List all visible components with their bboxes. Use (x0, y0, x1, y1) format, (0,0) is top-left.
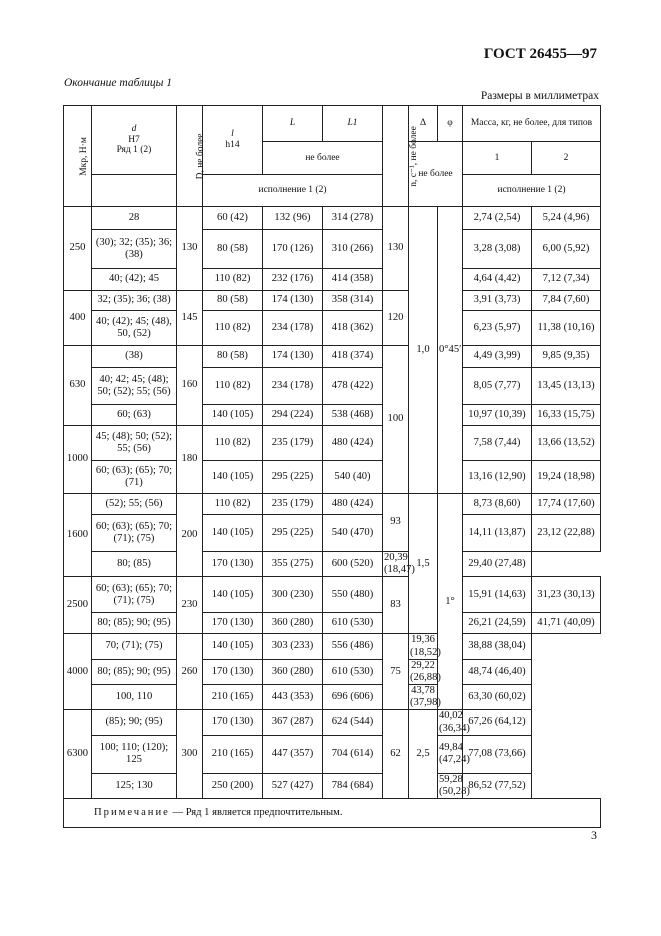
cell-L1: 610 (530) (323, 613, 383, 634)
cell-l: 170 (130) (203, 710, 263, 735)
cell-L1: 358 (314) (323, 291, 383, 311)
group-delta: 1,5 (409, 494, 438, 634)
cell-L1: 480 (424) (323, 494, 383, 515)
cell-mass-1: 8,73 (8,60) (463, 494, 532, 515)
cell-mass-2: 31,23 (30,13) (532, 577, 601, 613)
cell-mass-2: 5,24 (4,96) (532, 207, 601, 230)
cell-d: (30); 32; (35); 36; (38) (92, 230, 177, 269)
group-n: 120 (383, 291, 409, 346)
cell-d: 32; (35); 36; (38) (92, 291, 177, 311)
cell-l: 80 (58) (203, 230, 263, 269)
cell-mass-2: 9,85 (9,35) (532, 346, 601, 368)
cell-mass-1: 59,28 (50,28) (439, 773, 470, 797)
cell-mass-2: 48,74 (46,40) (463, 659, 532, 684)
group-phi: 1° (438, 494, 463, 710)
cell-d: 80; (85); 90; (95) (92, 659, 177, 684)
group-mkp: 1000 (64, 426, 92, 494)
cell-L1: 418 (362) (323, 311, 383, 346)
header-L1: L1 (323, 106, 383, 142)
cell-l: 140 (105) (203, 577, 263, 613)
cell-l: 110 (82) (203, 494, 263, 515)
cell-l: 140 (105) (203, 515, 263, 552)
cell-l: 110 (82) (203, 368, 263, 405)
page-number: 3 (591, 828, 597, 842)
cell-d: 60; (63) (92, 405, 177, 426)
group-D: 200 (177, 494, 203, 577)
cell-mass-1: 29,22 (26,88) (410, 659, 441, 683)
cell-mass-2: 77,08 (73,66) (463, 735, 532, 773)
cell-L1: 610 (530) (323, 659, 383, 684)
group-mkp: 630 (64, 346, 92, 426)
cell-mass-2: 6,00 (5,92) (532, 230, 601, 269)
dimensions-table (63, 105, 601, 828)
cell-mass-2: 38,88 (38,04) (463, 634, 532, 659)
header-phi: φ (438, 106, 463, 142)
cell-l: 60 (42) (203, 207, 263, 230)
group-n: 75 (383, 634, 409, 710)
cell-L1: 314 (278) (323, 207, 383, 230)
cell-L1: 704 (614) (323, 735, 383, 773)
cell-mass-1: 19,36 (18,52) (410, 634, 441, 658)
cell-mass-2: 13,45 (13,13) (532, 368, 601, 405)
cell-d: (85); 90; (95) (92, 710, 177, 735)
cell-mass-1: 49,84 (47,24) (438, 735, 463, 773)
cell-d: 60; (63); (65); 70; (71); (75) (92, 577, 177, 613)
group-delta: 1,0 (409, 207, 438, 494)
cell-L: 295 (225) (263, 461, 323, 494)
group-D: 145 (177, 291, 203, 346)
cell-d: 40; (42); 45 (92, 269, 177, 291)
cell-d: 28 (92, 207, 177, 230)
cell-l: 170 (130) (203, 613, 263, 634)
cell-mass-2: 11,38 (10,16) (532, 311, 601, 346)
cell-d: 80; (85); 90; (95) (92, 613, 177, 634)
header-l: l h14 (203, 106, 263, 175)
table-note: Примечание — Ряд 1 является предпочтительным. (64, 799, 601, 828)
cell-l: 170 (130) (203, 552, 263, 577)
header-not-more: не более (263, 142, 383, 175)
cell-mass-2: 67,26 (64,12) (463, 710, 532, 735)
cell-mass-2: 19,24 (18,98) (532, 461, 601, 494)
cell-mass-2: 23,12 (22,88) (532, 515, 601, 552)
cell-L: 443 (353) (263, 685, 323, 710)
cell-mass-1: 7,58 (7,44) (463, 426, 532, 461)
cell-mass-1: 43,78 (37,98) (410, 685, 441, 709)
cell-mass-2: 29,40 (27,48) (463, 552, 532, 577)
header-mkp: Мкр, Н·м (64, 106, 92, 207)
cell-d: 40; (42); 45; (48), 50, (52) (92, 311, 177, 346)
cell-mass-2: 63,30 (60,02) (463, 685, 532, 710)
cell-L: 170 (126) (263, 230, 323, 269)
cell-L: 174 (130) (263, 291, 323, 311)
group-n: 130 (383, 207, 409, 291)
group-mkp: 2500 (64, 577, 92, 634)
cell-mass-2: 7,84 (7,60) (532, 291, 601, 311)
header-type-1: 1 (463, 142, 532, 175)
cell-L: 360 (280) (263, 613, 323, 634)
cell-d: 60; (63); (65); 70; (71); (75) (92, 515, 177, 552)
header-exec-left: исполнение 1 (2) (203, 175, 383, 207)
cell-L1: 624 (544) (323, 710, 383, 735)
cell-l: 110 (82) (203, 311, 263, 346)
cell-l: 110 (82) (203, 269, 263, 291)
cell-mass-1: 15,91 (14,63) (463, 577, 532, 613)
cell-L1: 540 (470) (323, 515, 383, 552)
cell-d: (38) (92, 346, 177, 368)
cell-L1: 478 (422) (323, 368, 383, 405)
table-caption: Окончание таблицы 1 (64, 77, 172, 89)
header-d: d H7 Ряд 1 (2) (92, 106, 177, 175)
header-D: D, не более (177, 106, 203, 207)
cell-L: 295 (225) (263, 515, 323, 552)
cell-l: 140 (105) (203, 461, 263, 494)
cell-d: 40; 42; 45; (48); 50; (52); 55; (56) (92, 368, 177, 405)
cell-mass-1: 20,39 (18,47) (384, 552, 415, 576)
cell-mass-2: 86,52 (77,52) (463, 773, 532, 798)
cell-mass-2: 7,12 (7,34) (532, 269, 601, 291)
cell-mass-1: 26,21 (24,59) (463, 613, 532, 634)
cell-mass-2: 16,33 (15,75) (532, 405, 601, 426)
cell-mass-1: 10,97 (10,39) (463, 405, 532, 426)
cell-d: 70; (71); (75) (92, 634, 177, 659)
cell-d: 80; (85) (92, 552, 177, 577)
cell-mass-2: 17,74 (17,60) (532, 494, 601, 515)
cell-L1: 550 (480) (323, 577, 383, 613)
cell-mass-1: 3,28 (3,08) (463, 230, 532, 269)
cell-l: 250 (200) (203, 773, 263, 798)
cell-mass-1: 3,91 (3,73) (463, 291, 532, 311)
group-phi: 0°45′ (438, 207, 463, 494)
cell-L: 234 (178) (263, 311, 323, 346)
cell-L: 235 (179) (263, 426, 323, 461)
group-D: 300 (177, 710, 203, 799)
group-mkp: 4000 (64, 634, 92, 710)
cell-mass-2: 13,66 (13,52) (532, 426, 601, 461)
cell-d: (52); 55; (56) (92, 494, 177, 515)
cell-L1: 600 (520) (323, 552, 383, 577)
cell-L: 232 (176) (263, 269, 323, 291)
group-D: 160 (177, 346, 203, 426)
cell-l: 110 (82) (203, 426, 263, 461)
cell-mass-1: 14,11 (13,87) (463, 515, 532, 552)
header-delta: Δ (409, 106, 438, 142)
header-exec-right: исполнение 1 (2) (463, 175, 601, 207)
cell-L1: 696 (606) (323, 685, 383, 710)
cell-L1: 480 (424) (323, 426, 383, 461)
cell-l: 210 (165) (203, 685, 263, 710)
group-n: 93 (383, 494, 409, 552)
group-n: 62 (383, 710, 409, 799)
header-d-blank (92, 175, 177, 207)
cell-l: 140 (105) (203, 634, 263, 659)
cell-mass-1: 6,23 (5,97) (463, 311, 532, 346)
header-n: n, с⁻¹, не более (383, 106, 409, 207)
cell-d: 45; (48); 50; (52); 55; (56) (92, 426, 177, 461)
cell-d: 100, 110 (92, 685, 177, 710)
header-L: L (263, 106, 323, 142)
header-type-2: 2 (532, 142, 601, 175)
cell-l: 210 (165) (203, 735, 263, 773)
standard-number: ГОСТ 26455—97 (483, 46, 597, 62)
cell-l: 80 (58) (203, 346, 263, 368)
cell-mass-1: 4,64 (4,42) (463, 269, 532, 291)
cell-mass-1: 8,05 (7,77) (463, 368, 532, 405)
cell-L: 235 (179) (263, 494, 323, 515)
cell-d: 60; (63); (65); 70; (71) (92, 461, 177, 494)
cell-L1: 540 (40) (323, 461, 383, 494)
group-mkp: 250 (64, 207, 92, 291)
group-mkp: 400 (64, 291, 92, 346)
cell-L: 174 (130) (263, 346, 323, 368)
group-n: 83 (383, 577, 409, 634)
group-D: 230 (177, 577, 203, 634)
group-D: 130 (177, 207, 203, 291)
cell-mass-1: 40,02 (36,34) (439, 710, 470, 734)
cell-mass-1: 2,74 (2,54) (463, 207, 532, 230)
cell-l: 80 (58) (203, 291, 263, 311)
header-mass: Масса, кг, не более, для типов (463, 106, 601, 142)
group-D: 180 (177, 426, 203, 494)
cell-L: 527 (427) (263, 773, 323, 798)
cell-L: 132 (96) (263, 207, 323, 230)
cell-d: 125; 130 (92, 773, 177, 798)
cell-L1: 414 (358) (323, 269, 383, 291)
group-delta: 2,5 (409, 710, 438, 799)
cell-l: 170 (130) (203, 659, 263, 684)
group-mkp: 6300 (64, 710, 92, 799)
cell-L: 447 (357) (263, 735, 323, 773)
cell-L: 300 (230) (263, 577, 323, 613)
cell-L1: 784 (684) (323, 773, 383, 798)
cell-L: 360 (280) (263, 659, 323, 684)
cell-L1: 310 (266) (323, 230, 383, 269)
header-not-more-2: не более (409, 142, 463, 207)
cell-L: 303 (233) (263, 634, 323, 659)
cell-mass-1: 4,49 (3,99) (463, 346, 532, 368)
cell-L: 294 (224) (263, 405, 323, 426)
cell-L: 234 (178) (263, 368, 323, 405)
cell-L: 367 (287) (263, 710, 323, 735)
cell-L: 355 (275) (263, 552, 323, 577)
cell-mass-2: 41,71 (40,09) (532, 613, 601, 634)
units-note: Размеры в миллиметрах (480, 90, 599, 102)
cell-L1: 418 (374) (323, 346, 383, 368)
cell-L1: 538 (468) (323, 405, 383, 426)
cell-l: 140 (105) (203, 405, 263, 426)
cell-d: 100; 110; (120); 125 (92, 735, 177, 773)
group-mkp: 1600 (64, 494, 92, 577)
group-D: 260 (177, 634, 203, 710)
group-n: 100 (383, 346, 409, 494)
cell-L1: 556 (486) (323, 634, 383, 659)
cell-mass-1: 13,16 (12,90) (463, 461, 532, 494)
